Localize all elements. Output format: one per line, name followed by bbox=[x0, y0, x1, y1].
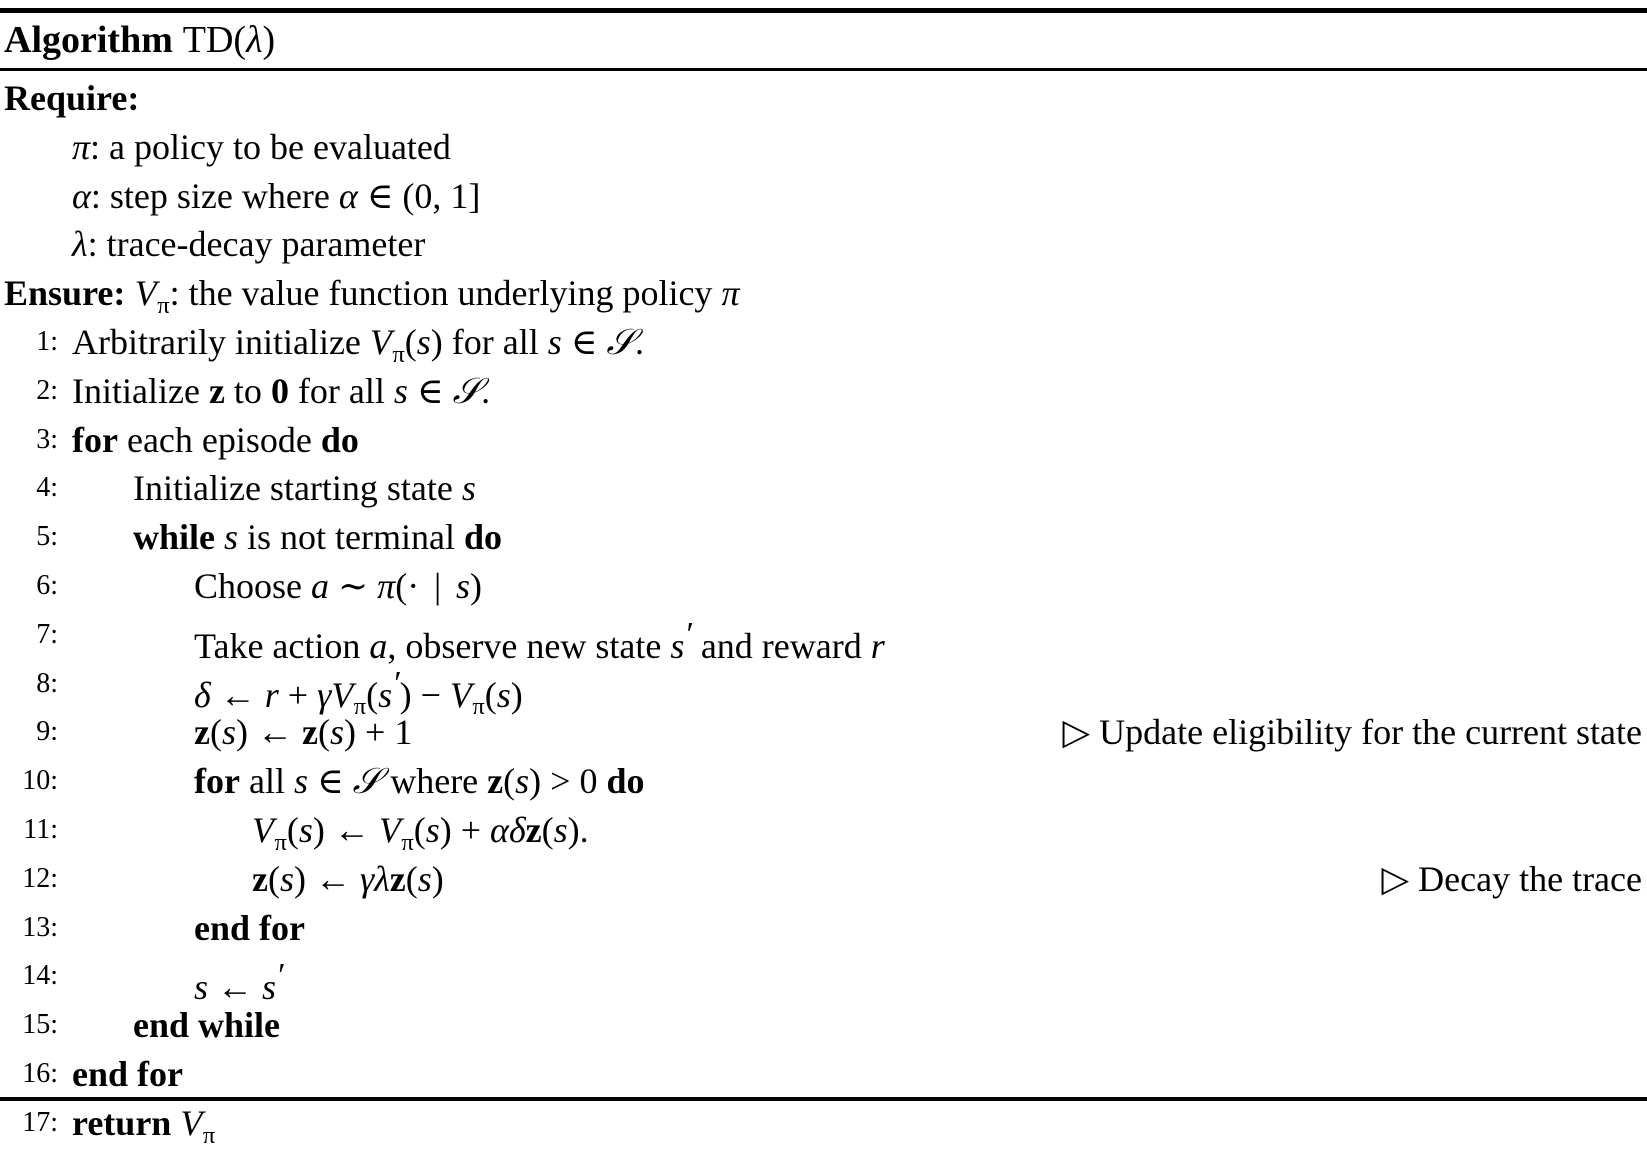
step-row bbox=[0, 611, 1647, 666]
line-number: 1: bbox=[36, 325, 58, 357]
ensure-row bbox=[0, 269, 1647, 318]
step-row bbox=[0, 562, 1647, 611]
line-number: 7: bbox=[36, 618, 58, 650]
step-text: end for bbox=[72, 1053, 183, 1094]
line-number: 17: bbox=[22, 1106, 58, 1138]
ensure-line: Ensure: $V_\pi$: the value function underlying policy π bbox=[4, 273, 740, 320]
line-number: 15: bbox=[22, 1009, 58, 1041]
line-number: 5: bbox=[36, 521, 58, 553]
step-row bbox=[0, 416, 1647, 465]
step-row bbox=[0, 318, 1647, 367]
step-text: end for bbox=[194, 907, 305, 948]
line-number: 3: bbox=[36, 423, 58, 455]
step-row bbox=[0, 1001, 1647, 1050]
step-row bbox=[0, 806, 1647, 855]
require-item-policy: π: a policy to be evaluated bbox=[72, 126, 451, 167]
algorithm-header bbox=[4, 14, 275, 66]
step-text: Choose a ∼ π(· | s) bbox=[194, 565, 482, 606]
header-separator-rule bbox=[0, 68, 1647, 71]
line-number: 13: bbox=[22, 911, 58, 943]
line-number: 16: bbox=[22, 1057, 58, 1089]
line-number: 8: bbox=[36, 667, 58, 699]
step-text: for all s ∈ 𝒮 where z(s) > 0 do bbox=[194, 761, 645, 802]
step-text: Initialize z to 0 for all s ∈ 𝒮. bbox=[72, 370, 491, 411]
require-item-step-size: α: step size where α ∈ (0, 1] bbox=[72, 175, 481, 216]
algorithm-title: TD(λ) bbox=[182, 19, 276, 61]
step-comment: ▷ Update eligibility for the current state bbox=[1062, 712, 1642, 753]
ensure-label: Ensure: bbox=[4, 273, 126, 314]
step-text: s ← s′ bbox=[194, 957, 284, 1008]
step-text: return $V_\pi$ bbox=[72, 1102, 216, 1149]
require-item-row bbox=[0, 123, 1647, 172]
step-text: z(s) ← γλz(s) bbox=[252, 858, 444, 899]
step-row bbox=[0, 952, 1647, 1008]
step-text: δ ← $r + \gamma V_\pi(s') - V_\pi(s)$ bbox=[194, 664, 523, 721]
bottom-rule bbox=[0, 1097, 1647, 1101]
step-row bbox=[0, 1050, 1647, 1099]
step-row bbox=[0, 904, 1647, 953]
require-label: Require: bbox=[4, 78, 140, 118]
require-header-row bbox=[0, 74, 1647, 123]
step-text: Take action a, observe new state s′ and reward r bbox=[194, 615, 885, 666]
step-row bbox=[0, 1099, 1647, 1148]
require-item-row bbox=[0, 220, 1647, 269]
line-number: 10: bbox=[22, 765, 58, 797]
step-comment: ▷ Decay the trace bbox=[1381, 858, 1642, 899]
step-text: for each episode do bbox=[72, 419, 359, 460]
require-item-row bbox=[0, 172, 1647, 221]
step-row bbox=[0, 660, 1647, 721]
require-item-trace-decay: λ: trace-decay parameter bbox=[72, 224, 426, 265]
algorithm-keyword: Algorithm bbox=[4, 19, 173, 61]
step-text: z(s) ← z(s) + 1 bbox=[194, 712, 413, 753]
step-text: end while bbox=[133, 1005, 281, 1046]
top-rule bbox=[0, 8, 1647, 13]
algorithm-body bbox=[0, 74, 1647, 1148]
step-row bbox=[0, 464, 1647, 513]
line-number: 12: bbox=[22, 862, 58, 894]
line-number: 14: bbox=[22, 960, 58, 992]
step-text: Arbitrarily initialize $V_\pi(s)$ for all s ∈ 𝒮. bbox=[72, 321, 644, 368]
step-row bbox=[0, 855, 1647, 904]
line-number: 4: bbox=[36, 472, 58, 504]
step-text: while s is not terminal do bbox=[133, 517, 503, 558]
step-row bbox=[0, 513, 1647, 562]
line-number: 2: bbox=[36, 374, 58, 406]
step-row bbox=[0, 367, 1647, 416]
step-row bbox=[0, 757, 1647, 806]
step-text: Initialize starting state s bbox=[133, 468, 476, 509]
line-number: 6: bbox=[36, 569, 58, 601]
line-number: 11: bbox=[23, 813, 58, 845]
step-row bbox=[0, 708, 1647, 757]
line-number: 9: bbox=[36, 716, 58, 748]
step-text: $V_\pi(s)$ ← $V_\pi(s) + \alpha\delta z(s)$. bbox=[252, 809, 589, 856]
